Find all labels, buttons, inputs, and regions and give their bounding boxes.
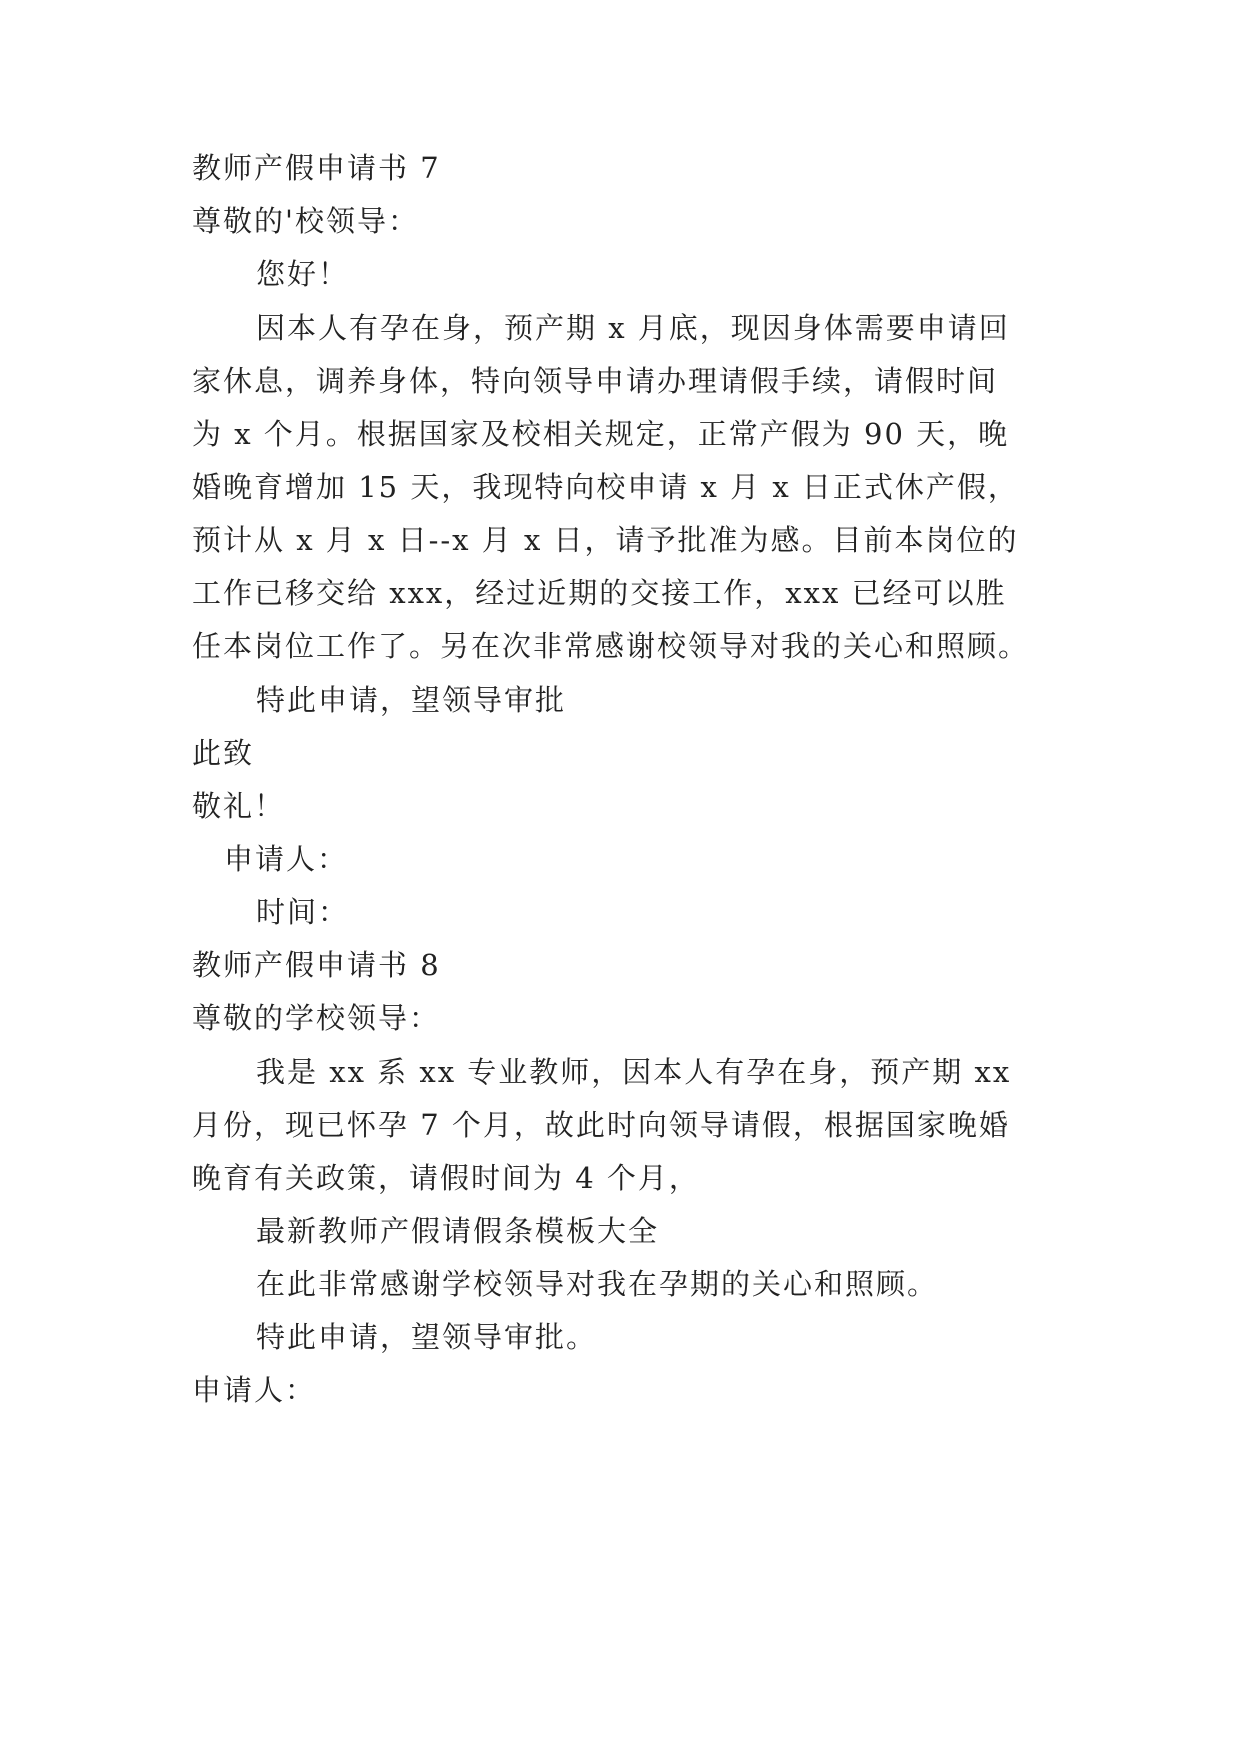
letter8-salutation: 尊敬的学校领导： [192,1001,441,1035]
letter8-inserted-title: 最新教师产假请假条模板大全 [256,1214,660,1248]
letter7-body-line-3: 为 x 个月。根据国家及校相关规定，正常产假为 90 天，晚 [192,417,1010,451]
letter7-body-line-5: 预计从 x 月 x 日--x 月 x 日，请予批准为感。目前本岗位的 [192,523,1019,557]
letter7-closing-1: 此致 [192,736,255,770]
letter7-body-line-4: 婚晚育增加 15 天，我现特向校申请 x 月 x 日正式休产假， [192,470,1019,504]
letter7-applicant: 申请人： [224,842,349,876]
letter8-applicant: 申请人： [192,1373,317,1407]
letter7-body-line-1: 因本人有孕在身，预产期 x 月底，现因身体需要申请回 [256,311,1010,345]
letter8-body-line-1: 我是 xx 系 xx 专业教师，因本人有孕在身，预产期 xx [256,1055,1012,1089]
letter8-request: 特此申请，望领导审批。 [256,1320,598,1354]
letter7-body-line-6: 工作已移交给 xxx，经过近期的交接工作，xxx 已经可以胜 [192,576,1007,610]
letter7-time: 时间： [256,895,350,929]
letter8-title: 教师产假申请书 8 [192,948,441,982]
letter7-salutation: 尊敬的'校领导： [192,204,419,238]
letter7-title: 教师产假申请书 7 [192,151,441,185]
letter8-body-line-3: 晚育有关政策，请假时间为 4 个月， [192,1161,700,1195]
letter7-request: 特此申请，望领导审批 [256,683,567,717]
letter8-thanks: 在此非常感谢学校领导对我在孕期的关心和照顾。 [256,1267,939,1301]
letter7-closing-2: 敬礼！ [192,789,286,823]
letter8-body-line-2: 月份，现已怀孕 7 个月，故此时向领导请假，根据国家晚婚 [192,1108,1010,1142]
letter7-greeting: 您好！ [256,257,350,291]
letter7-body-line-2: 家休息，调养身体，特向领导申请办理请假手续，请假时间 [192,364,999,398]
letter7-body-line-7: 任本岗位工作了。另在次非常感谢校领导对我的关心和照顾。 [192,629,1030,663]
